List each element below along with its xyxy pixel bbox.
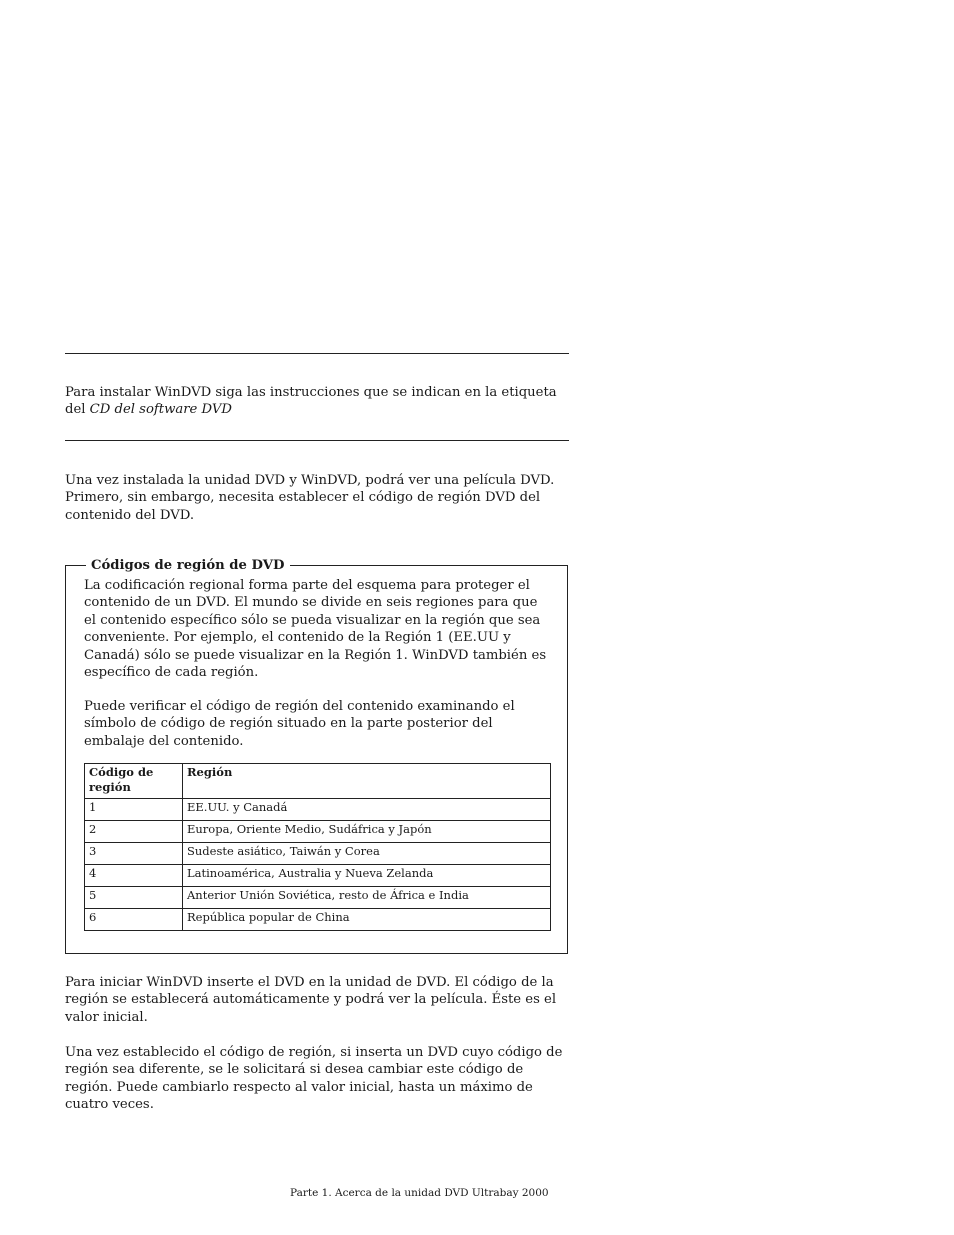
table-row: [85, 909, 551, 931]
region-codes-box: [65, 558, 568, 954]
table-row: [85, 843, 551, 865]
region-code-cell: 6: [85, 909, 183, 931]
table-row: [85, 865, 551, 887]
region-verify-paragraph: Puede verificar el código de región del contenido examinando el símbolo de código de región situado en la parte posterior del embalaje del contenido.: [84, 699, 515, 749]
region-explanation-paragraph: La codificación regional forma parte del esquema para proteger el contenido de un DVD. El mundo se divide en seis regiones para que el contenido específico sólo se pueda visualizar en la región que sea conveniente. Por ejemplo, el contenido de la Región 1 (EE.UU y Canadá) sólo se puede visualizar en la Región 1. WinDVD también es específico de cada región.: [84, 578, 547, 681]
header-region: Región: [183, 764, 551, 799]
start-windvd-paragraph: Para iniciar WinDVD inserte el DVD en la unidad de DVD. El código de la región se establecerá automáticamente y podrá ver la película. Éste es el valor inicial.: [65, 975, 557, 1025]
region-name-cell: Latinoamérica, Australia y Nueva Zelanda: [183, 865, 551, 887]
region-code-cell: 3: [85, 843, 183, 865]
section-divider-top: [65, 353, 569, 354]
table-row: [85, 821, 551, 843]
region-name-cell: EE.UU. y Canadá: [183, 799, 551, 821]
region-code-cell: 4: [85, 865, 183, 887]
header-region-code: Código de región: [85, 764, 183, 799]
region-name-cell: República popular de China: [183, 909, 551, 931]
region-name-cell: Europa, Oriente Medio, Sudáfrica y Japón: [183, 821, 551, 843]
software-cd-label: CD del software DVD: [89, 402, 232, 418]
table-row: [85, 799, 551, 821]
region-code-cell: 5: [85, 887, 183, 909]
section-divider-bottom: [65, 440, 569, 441]
region-codes-title: Códigos de región de DVD: [86, 558, 290, 574]
install-text: Para instalar WinDVD siga las instrucciones que se indican en la etiqueta del: [65, 385, 557, 418]
table-header-row: [85, 764, 551, 799]
change-region-paragraph: Una vez establecido el código de región, si inserta un DVD cuyo código de región sea diferente, se le solicitará si desea cambiar este código de región. Puede cambiarlo respecto al valor inicial, hasta un máximo de cuatro veces.: [65, 1045, 563, 1113]
region-name-cell: Anterior Unión Soviética, resto de África e India: [183, 887, 551, 909]
watch-paragraph: Una vez instalada la unidad DVD y WinDVD, podrá ver una película DVD. Primero, sin embargo, necesita establecer el código de región DVD del contenido del DVD.: [65, 473, 555, 523]
region-code-cell: 1: [85, 799, 183, 821]
region-codes-table: [84, 763, 551, 931]
region-name-cell: Sudeste asiático, Taiwán y Corea: [183, 843, 551, 865]
page-footer: Parte 1. Acerca de la unidad DVD Ultrabay 2000: [290, 1187, 549, 1199]
table-row: [85, 887, 551, 909]
install-paragraph: [65, 384, 565, 419]
region-code-cell: 2: [85, 821, 183, 843]
